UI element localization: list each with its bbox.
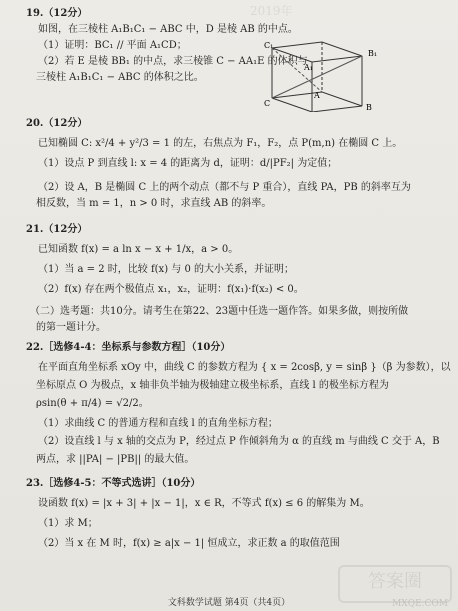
label-a1: A₁ (304, 63, 313, 72)
q19-line1: 如图，在三棱柱 A₁B₁C₁ − ABC 中，D 是棱 AB 的中点。 (38, 24, 298, 35)
q23-line1: 设函数 f(x) = |x + 3| + |x − 1|，x ∈ R，不等式 f(x) ≤ 6 的解集为 M。 (38, 498, 370, 509)
q21-line3: （2）f(x) 存在两个极值点 x₁，x₂，证明：f(x₁)·f(x₂) < 0。 (38, 284, 304, 295)
q22-line2: 坐标原点 O 为极点，x 轴非负半轴为极轴建立极坐标系，直线 l 的极坐标方程为 (36, 380, 389, 391)
q20-line4: 相反数，当 m = 1，n > 0 时，求直线 AB 的斜率。 (36, 198, 272, 209)
q22-line4: （1）求曲线 C 的普通方程和直线 l 的直角坐标方程； (38, 418, 278, 429)
label-b: B (366, 103, 372, 112)
q19-line3: （2）若 E 是棱 BB₁ 的中点，求三棱锥 C − AA₁E 的体积与 (38, 56, 308, 67)
label-c1: C₁ (264, 41, 274, 50)
q19-title: 19.（12分） (26, 8, 88, 19)
q20-title: 20.（12分） (26, 118, 88, 129)
q22-title: 22.［选修4-4：坐标系与参数方程］（10分） (26, 342, 231, 353)
q20-line3: （2）设 A，B 是椭圆 C 上的两个动点（都不与 P 重合），直线 PA，PB 的斜率互为 (38, 182, 411, 193)
label-a: A (314, 91, 320, 100)
site-watermark: 答案圈 (338, 565, 452, 603)
elective-line1: （二）选考题：共10分。请考生在第22、23题中任选一题作答。如果多做，则按所做 (30, 306, 409, 317)
q21-title: 21.（12分） (26, 224, 88, 235)
q19-line4: 三棱柱 A₁B₁C₁ − ABC 的体积之比。 (36, 72, 204, 83)
q22-line3: ρsin(θ + π/4) = √2/2。 (36, 398, 149, 409)
q23-title: 23.［选修4-5：不等式选讲］（10分） (26, 478, 201, 489)
q20-line2: （1）设点 P 到直线 l: x = 4 的距离为 d，证明：d/|PF₂| 为定值； (38, 158, 338, 169)
q20-line1: 已知椭圆 C: x²/4 + y²/3 = 1 的左，右焦点为 F₁，F₂，点 P(m,n) 在椭圆 C 上。 (38, 138, 403, 149)
q19-line2: （1）证明：BC₁ // 平面 A₁CD； (38, 40, 187, 51)
q22-line6: 两点，求 ||PA| − |PB|| 的最大值。 (36, 454, 195, 465)
q23-line3: （2）当 x 在 M 时，f(x) ≥ a|x − 1| 恒成立，求正数 a 的取值范围 (38, 538, 340, 549)
page-footer: 文科数学试题 第4页（共4页） (167, 598, 291, 608)
q21-line1: 已知函数 f(x) = a ln x − x + 1/x，a > 0。 (38, 244, 239, 255)
prism-figure (262, 40, 382, 112)
label-c: C (264, 99, 271, 108)
q23-line2: （1）求 M； (38, 518, 98, 529)
elective-line2: 的第一题计分。 (36, 322, 106, 333)
q22-line5: （2）设直线 l 与 x 轴的交点为 P，经过点 P 作倾斜角为 α 的直线 m 与曲线 C 交于 A，B (38, 436, 440, 447)
label-b1: B₁ (368, 49, 378, 58)
site-watermark-url: MXQE.COM (392, 599, 448, 609)
q22-line1: 在平面直角坐标系 xOy 中，曲线 C 的参数方程为 { x = 2cosβ, y = sinβ }（β 为参数），以 (38, 362, 451, 373)
q21-line2: （1）当 a = 2 时，比较 f(x) 与 0 的大小关系，并证明； (38, 264, 295, 275)
header-watermark: 2019年 (250, 4, 293, 18)
